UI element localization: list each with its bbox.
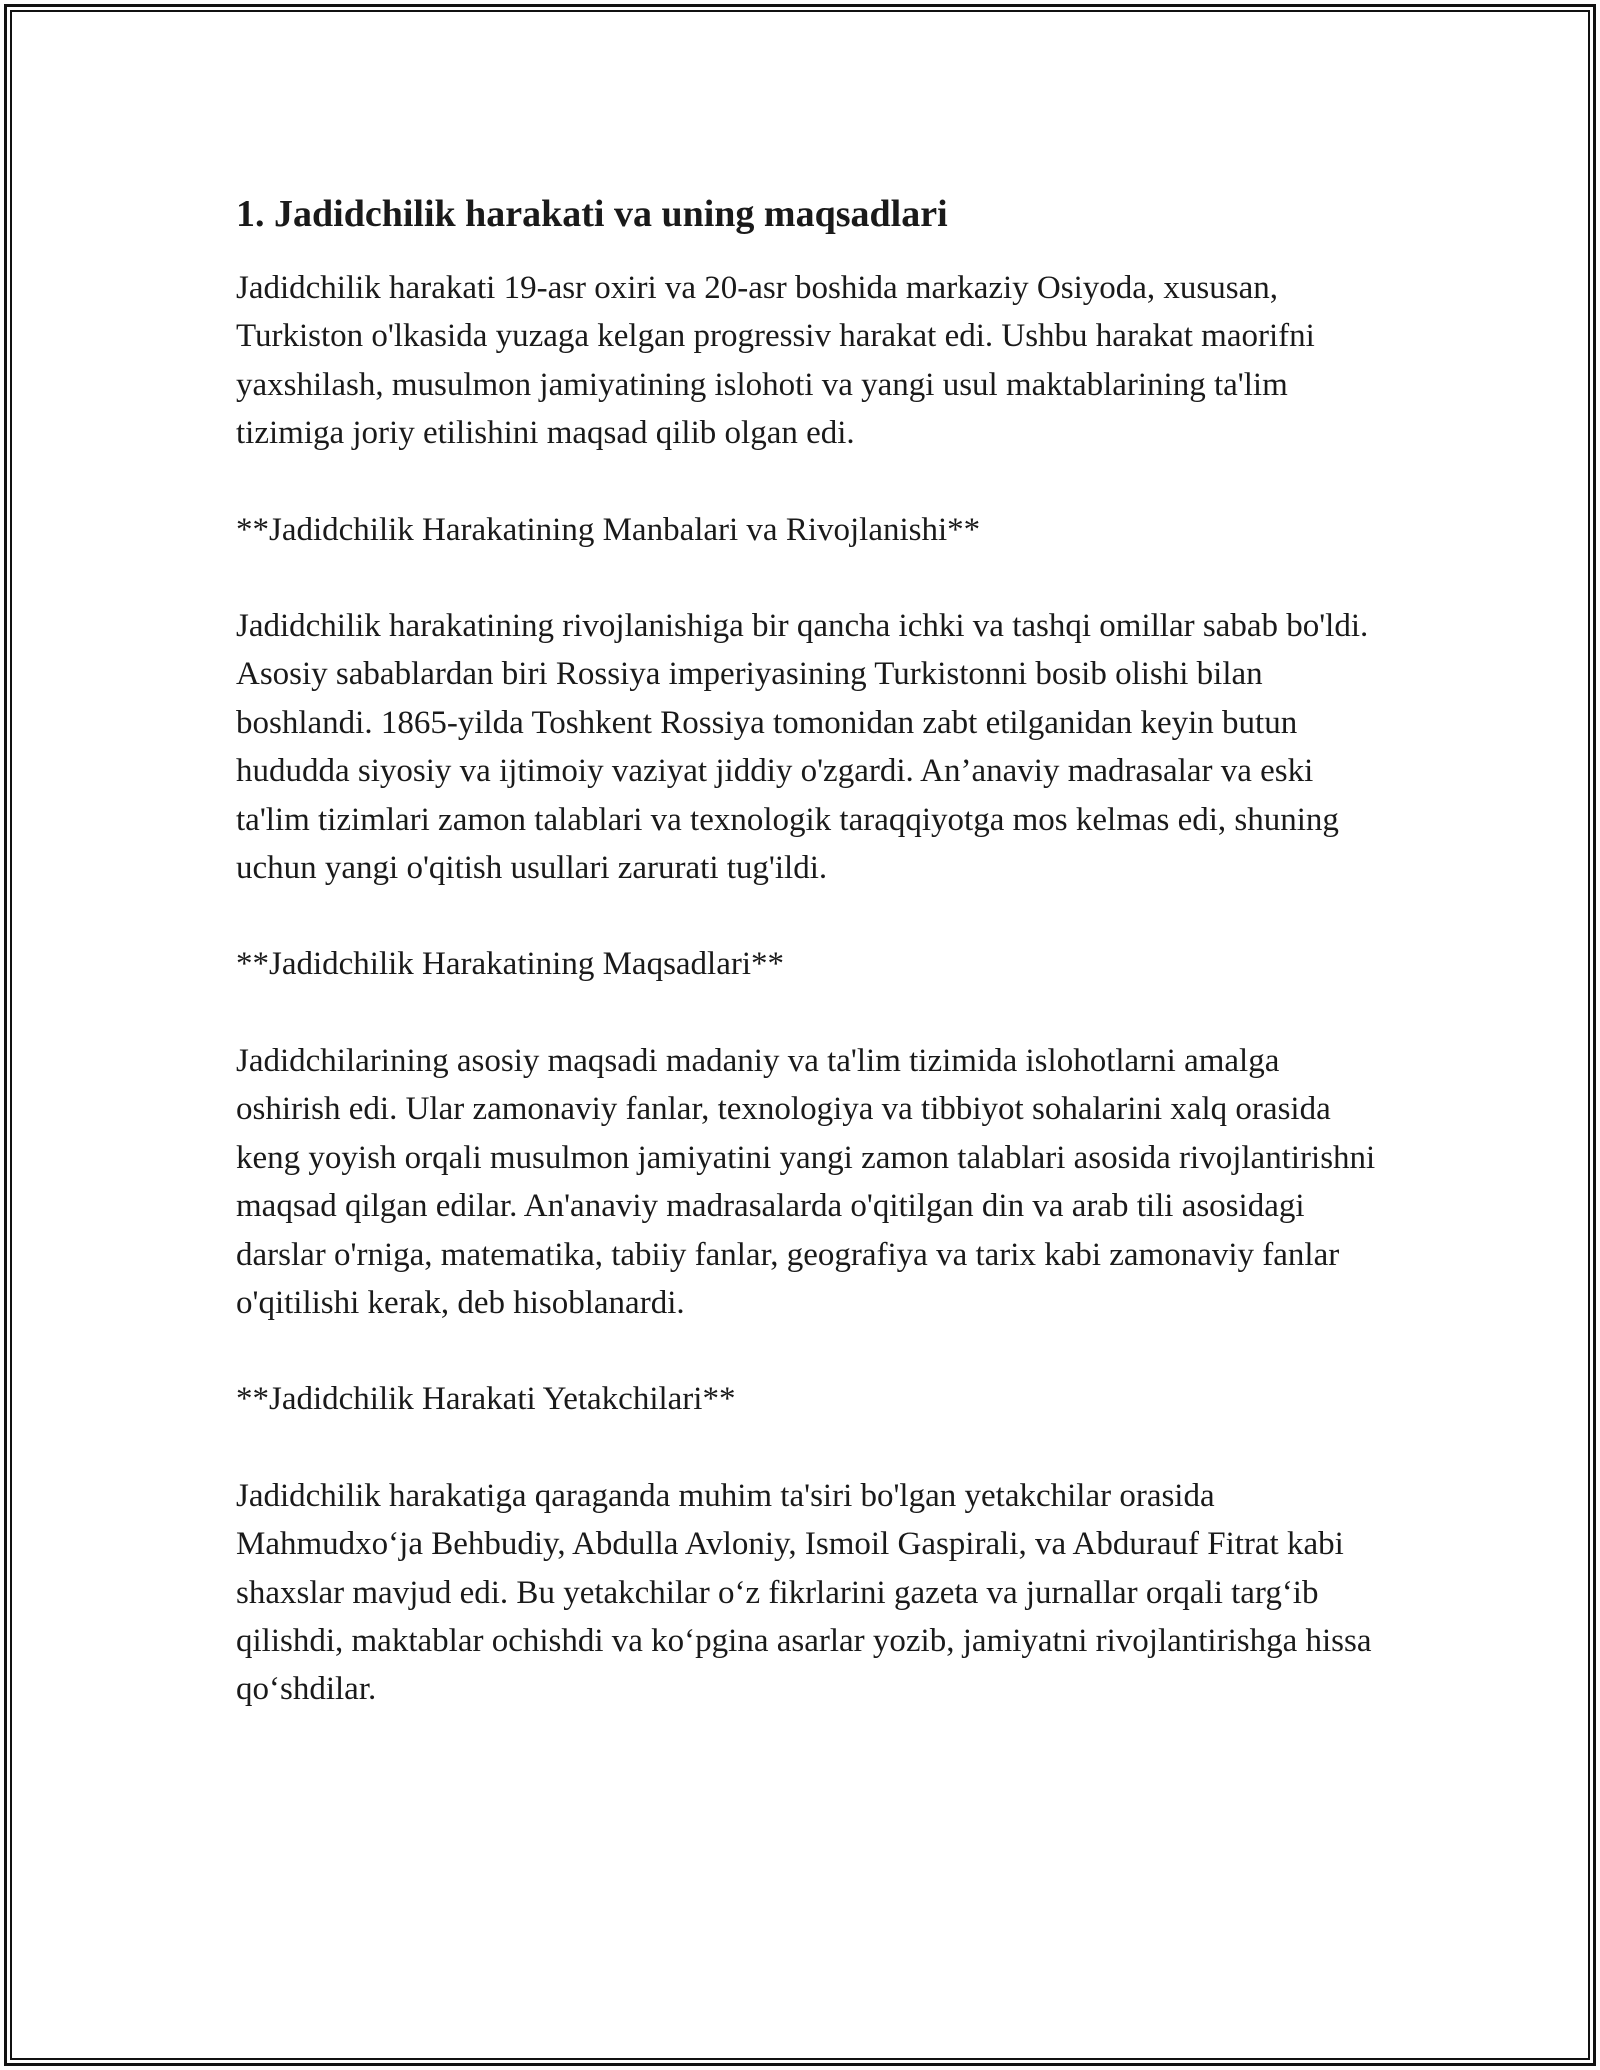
document-title: 1. Jadidchilik harakati va uning maqsadlari bbox=[236, 193, 948, 235]
section-heading-goals: **Jadidchilik Harakatining Maqsadlari** bbox=[236, 946, 785, 983]
paragraph-intro: Jadidchilik harakati 19-asr oxiri va 20-asr boshida markaziy Osiyoda, xususan, Turkiston o'lkasida yuzaga kelgan progressiv harakat edi. Ushbu harakat maorifni yaxshilash, musulmon jamiyatining islohoti va yangi usul maktablarining ta'lim tizimiga joriy etilishini maqsad qilib olgan edi. bbox=[236, 270, 1315, 452]
document-body bbox=[236, 186, 1376, 1762]
paragraph-leaders: Jadidchilik harakatiga qaraganda muhim ta'siri bo'lgan yetakchilar orasida Mahmudxo‘ja Behbudiy, Abdulla Avloniy, Ismoil Gaspirali, va Abdurauf Fitrat kabi shaxslar mavjud edi. Bu yetakchilar o‘z fikrlarini gazeta va jurnallar orqali targ‘ib qilishdi, maktablar ochishdi va ko‘pgina asarlar yozib, jamiyatni rivojlantirishga hissa qo‘shdilar. bbox=[236, 1477, 1372, 1708]
paragraph-goals: Jadidchilarining asosiy maqsadi madaniy va ta'lim tizimida islohotlarni amalga oshirish edi. Ular zamonaviy fanlar, texnologiya va tibbiyot sohalarini xalq orasida keng yoyish orqali musulmon jamiyatini yangi zamon talablari asosida rivojlantirishni maqsad qilgan edilar. An'anaviy madrasalarda o'qitilgan din va arab tili asosidagi darslar o'rniga, matematika, tabiiy fanlar, geografiya va tarix kabi zamonaviy fanlar o'qitilishi kerak, deb hisoblanardi. bbox=[236, 1042, 1376, 1321]
paragraph-sources: Jadidchilik harakatining rivojlanishiga bir qancha ichki va tashqi omillar sabab bo'ldi. Asosiy sabablardan biri Rossiya imperiyasining Turkistonni bosib olishi bilan boshlandi. 1865-yilda Toshkent Rossiya tomonidan zabt etilganidan keyin butun hududda siyosiy va ijtimoiy vaziyat jiddiy o'zgardi. An’anaviy madrasalar va eski ta'lim tizimlari zamon talablari va texnologik taraqqiyotga mos kelmas edi, shuning uchun yangi o'qitish usullari zarurati tug'ildi. bbox=[236, 608, 1369, 887]
section-heading-sources: **Jadidchilik Harakatining Manbalari va Rivojlanishi** bbox=[236, 511, 981, 548]
section-heading-leaders: **Jadidchilik Harakati Yetakchilari** bbox=[236, 1381, 736, 1418]
